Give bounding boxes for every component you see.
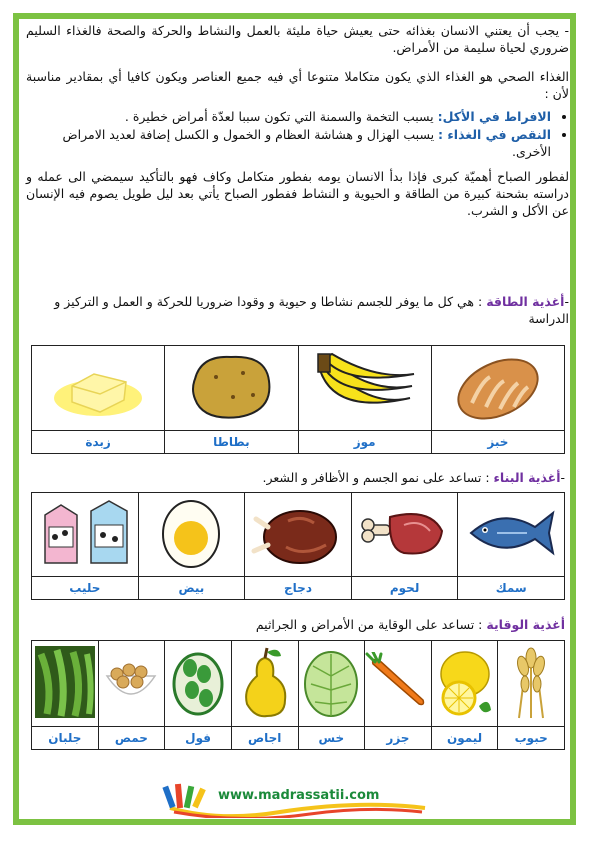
- intro-section: [26, 22, 569, 227]
- food-label: لحوم: [351, 577, 458, 600]
- food-label: دجاج: [245, 577, 352, 600]
- fish-icon: [461, 503, 561, 563]
- pear-icon: [237, 644, 293, 720]
- peas-icon: [33, 644, 97, 720]
- protection-img-cell: [98, 641, 165, 727]
- food-label: سمك: [458, 577, 565, 600]
- building-heading: [31, 470, 565, 485]
- food-label: ليمون: [431, 727, 498, 750]
- potato-icon: [181, 349, 281, 424]
- energy-heading: [26, 293, 569, 327]
- building-img-cell: [138, 493, 245, 577]
- breakfast-paragraph: لفطور الصباح أهميّة كبرى فإذا بدأ الانسان يومه بفطور متكامل وكاف فهو بالتأكيد سيمضي الى عمله و دراسته بشحنة كبيرة من الطاقة و الحيوية و النشاط ففطور الصباح يأتي بعد ليل طويل يصوم فيه الإنسان عن الأكل و الشرب.: [26, 169, 569, 218]
- protection-img-cell: [298, 641, 365, 727]
- building-img-cell: [351, 493, 458, 577]
- intro-paragraph-2: الغذاء الصحي هو الغذاء الذي يكون متكاملا متنوعا أي فيه جميع العناصر ويكون كافيا أي بمقادير مناسبة لأن :: [26, 69, 569, 101]
- building-text: : تساعد على نمو الجسم و الأظافر و الشعر.: [262, 470, 494, 485]
- protection-img-cell: [231, 641, 298, 727]
- food-label: حمص: [98, 727, 165, 750]
- chicken-icon: [248, 497, 348, 569]
- bullet-term: الافراط في الأكل:: [437, 109, 551, 124]
- bullet-overeating: [26, 108, 551, 125]
- building-title: أغذية البناء: [493, 470, 561, 485]
- food-label: زبدة: [32, 431, 165, 454]
- fava-bean-icon: [168, 646, 228, 718]
- food-label: حليب: [32, 577, 139, 600]
- protection-img-cell: [498, 641, 565, 727]
- food-label: حبوب: [498, 727, 565, 750]
- butter-icon: [48, 350, 148, 422]
- protection-img-cell: [365, 641, 432, 727]
- food-label: خبز: [431, 431, 564, 454]
- energy-prefix: -: [564, 294, 569, 309]
- banana-icon: [310, 350, 420, 422]
- food-label: اجاص: [231, 727, 298, 750]
- bullet-term: النقص في الغذاء :: [438, 127, 551, 142]
- energy-title: أغذية الطاقة: [486, 294, 565, 309]
- chickpea-icon: [101, 654, 161, 710]
- food-label: جلبان: [32, 727, 99, 750]
- protection-text: : تساعد على الوقاية من الأمراض و الجراثيم: [255, 617, 487, 632]
- bread-icon: [450, 351, 545, 421]
- lemon-icon: [435, 646, 495, 718]
- food-label: بيض: [138, 577, 245, 600]
- wheat-icon: [503, 644, 559, 720]
- food-label: بطاطا: [165, 431, 298, 454]
- energy-img-cell: [298, 346, 431, 431]
- lettuce-icon: [301, 646, 361, 718]
- bullet-list: [26, 108, 569, 160]
- energy-text: : هي كل ما يوفر للجسم نشاطا و حيوية و وقودا ضروريا للحركة و العمل و التركيز و الدراسة: [54, 294, 569, 326]
- food-label: موز: [298, 431, 431, 454]
- site-logo[interactable]: [160, 778, 435, 818]
- intro-paragraph-1: - يجب أن يعتني الانسان بغذائه حتى يعيش حياة مليئة بالعمل والنشاط والحركة والصحة فالغذاء السليم ضروري لحياة سليمة من الأمراض.: [26, 23, 569, 55]
- protection-img-cell: [165, 641, 232, 727]
- energy-img-cell: [165, 346, 298, 431]
- protection-img-cell: [32, 641, 99, 727]
- building-img-cell: [245, 493, 352, 577]
- carrot-icon: [365, 652, 431, 712]
- egg-icon: [156, 496, 226, 570]
- energy-img-cell: [32, 346, 165, 431]
- bullet-text: يسبب الهزال و هشاشة العظام و الخمول و الكسل إضافة لعديد الامراض الأخرى.: [62, 127, 551, 159]
- protection-heading: [31, 617, 565, 632]
- bullet-undereating: [26, 126, 551, 160]
- bullet-text: يسبب التخمة والسمنة التي تكون سببا لعدّة أمراض خطيرة .: [124, 109, 438, 124]
- protection-table: [31, 640, 565, 750]
- food-label: جزر: [365, 727, 432, 750]
- website-url[interactable]: www.madrassatii.com: [218, 788, 380, 803]
- protection-img-cell: [431, 641, 498, 727]
- building-img-cell: [32, 493, 139, 577]
- food-label: فول: [165, 727, 232, 750]
- energy-table: [31, 345, 565, 454]
- protection-title: أغذية الوقاية: [486, 617, 565, 632]
- food-label: خس: [298, 727, 365, 750]
- milk-icon: [35, 497, 135, 569]
- building-table: [31, 492, 565, 600]
- building-img-cell: [458, 493, 565, 577]
- building-prefix: -: [560, 470, 565, 485]
- meat-icon: [360, 503, 450, 563]
- energy-img-cell: [431, 346, 564, 431]
